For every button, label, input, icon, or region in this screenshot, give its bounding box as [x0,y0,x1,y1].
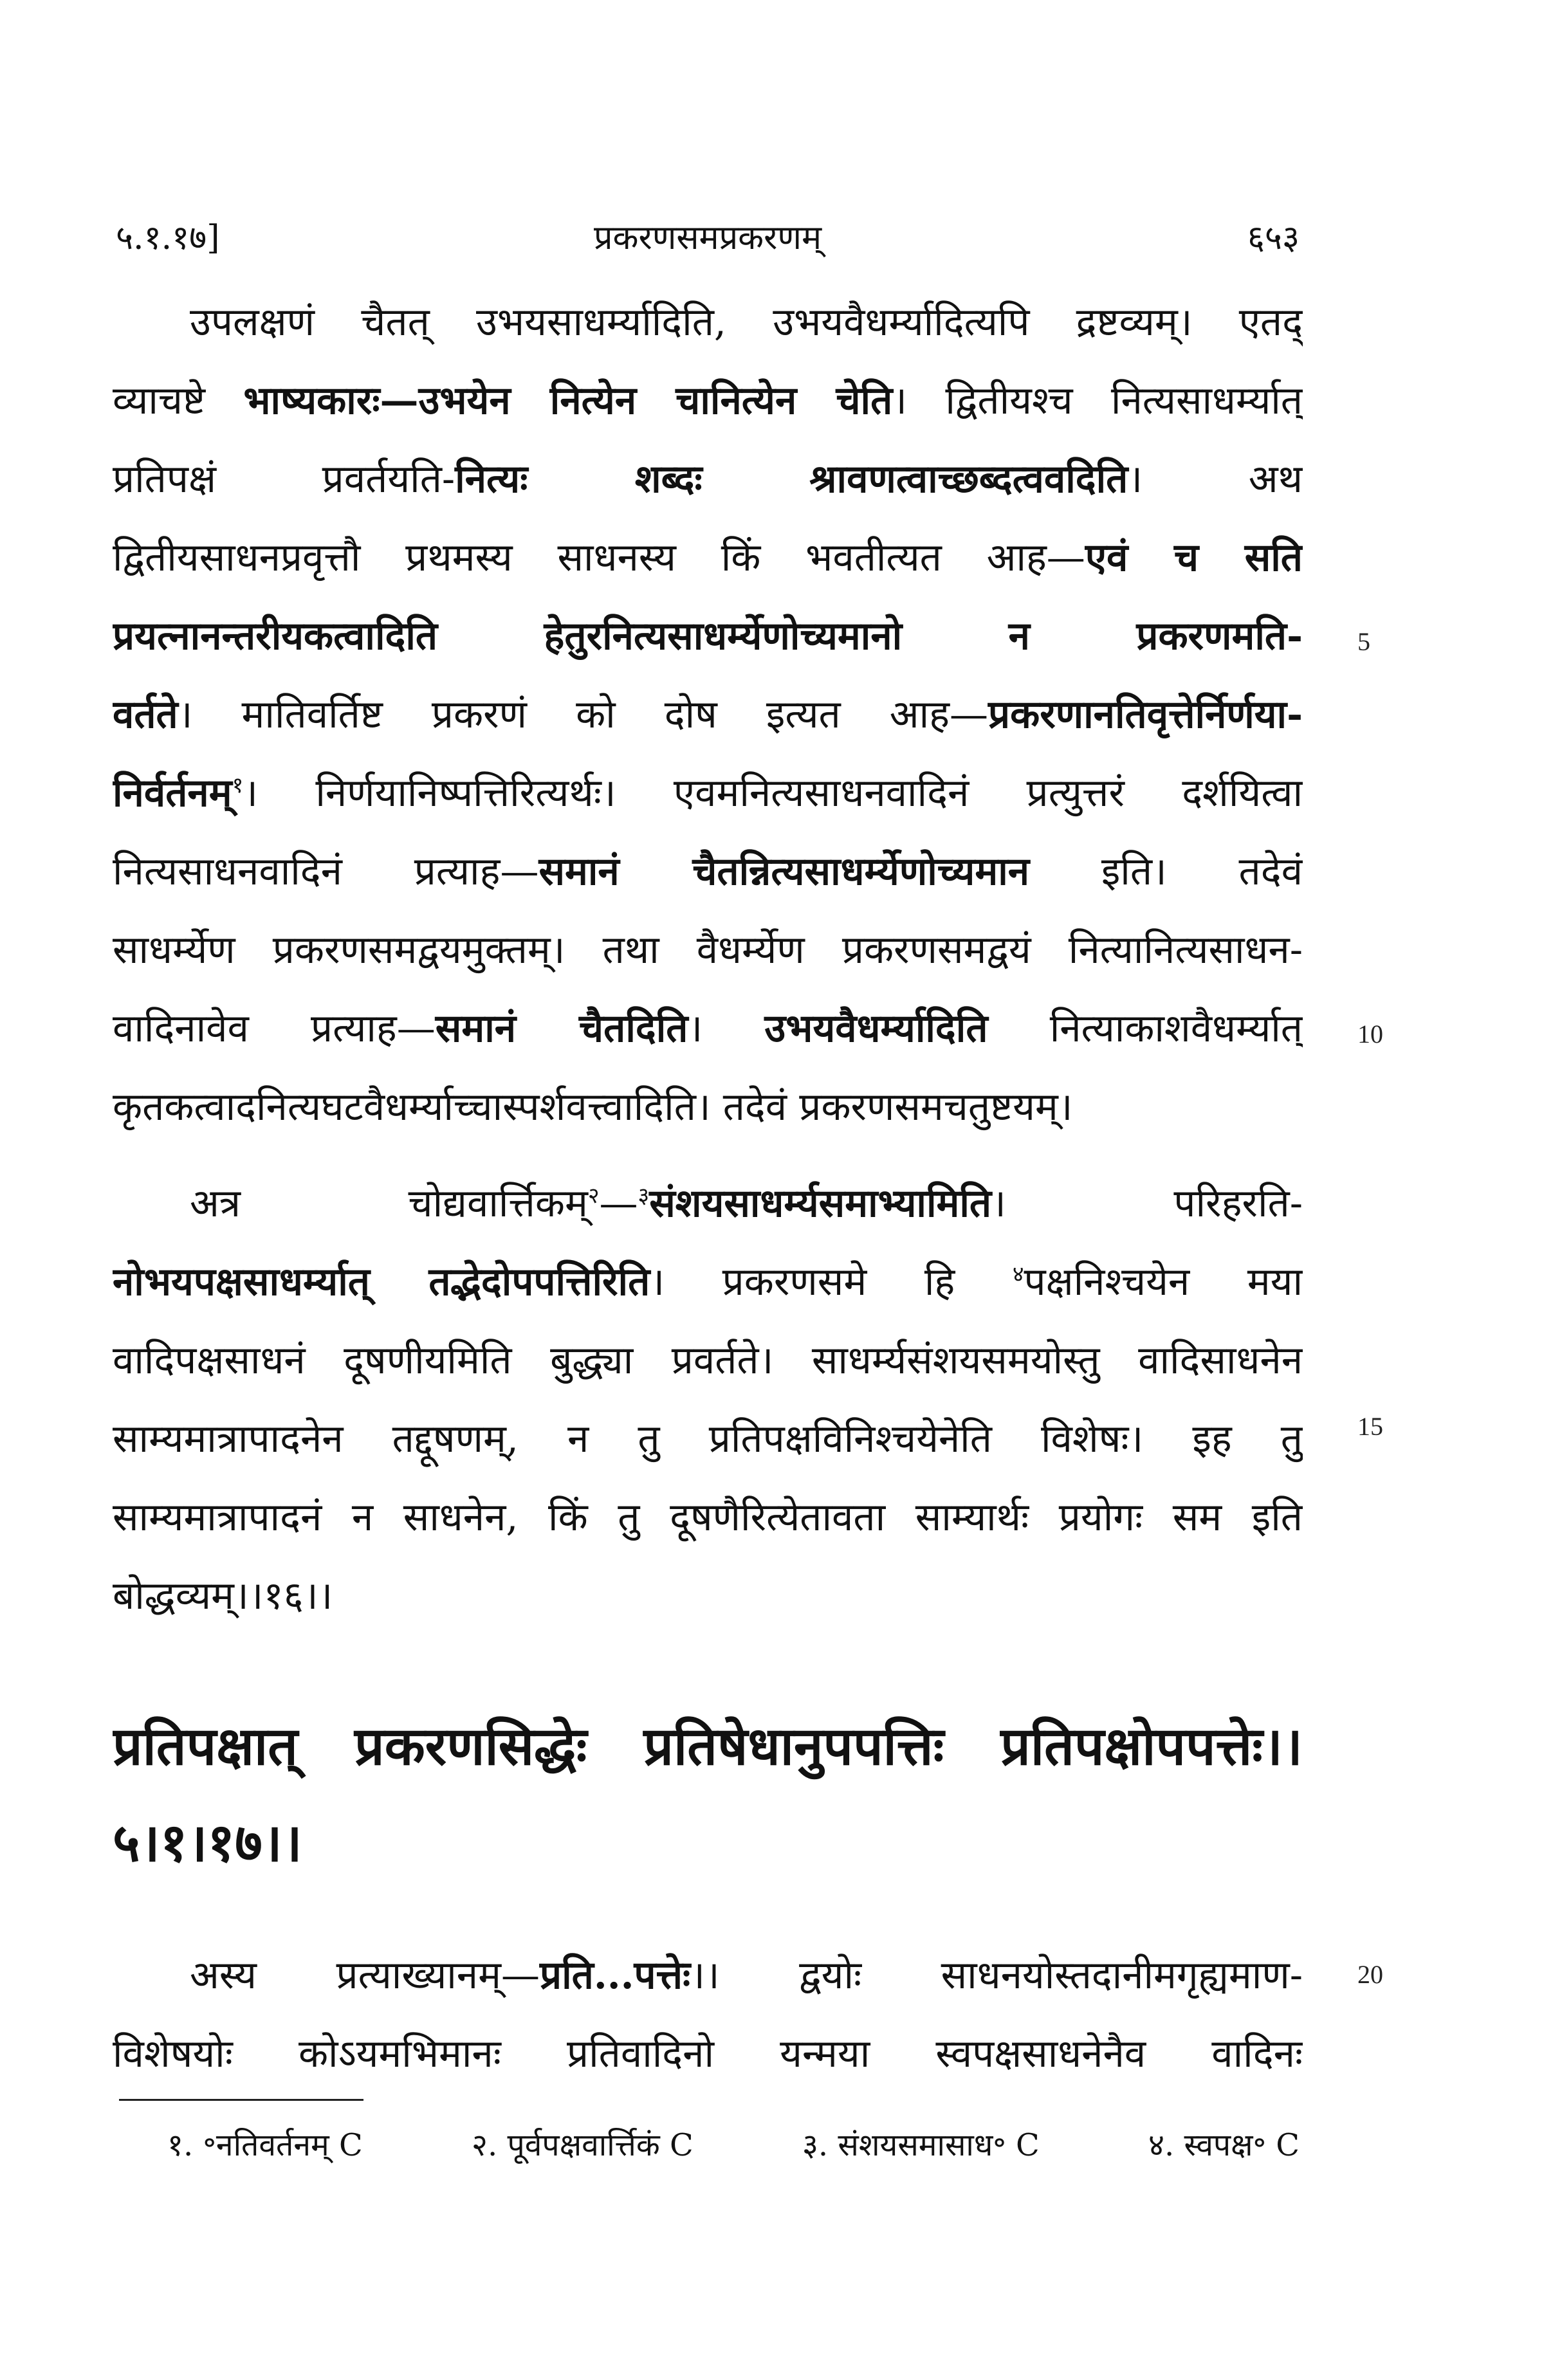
footnote-marker: ४ [1012,1261,1024,1287]
text-line: प्रतिपक्षं प्रवर्तयति-नित्यः शब्दः श्रावणत्वाच्छब्दत्ववदिति। अथ [113,457,1303,502]
footnote-2: २. पूर्वपक्षवार्त्तिकं C [472,2127,694,2163]
commentary-paragraph-2 [113,1164,1303,1635]
text-line: अस्य प्रत्याख्यानम्—प्रति...पत्तेः।। द्वयोः साधनयोस्तदानीमगृह्यमाण- [190,1953,1303,1998]
running-header [116,212,1300,264]
line-number: 10 [1357,1020,1383,1048]
footnotes [167,2119,1300,2171]
text-line: द्वितीयसाधनप्रवृत्तौ प्रथमस्य साधनस्य किं भवतीत्यत आह—एवं च सति [113,535,1303,580]
text-line: बोद्धव्यम्।।१६।। [113,1573,333,1618]
text-line: व्याचष्टे भाष्यकारः—उभयेन नित्येन चानित्येन चेति। द्वितीयश्च नित्यसाधर्म्यात् [113,378,1303,423]
footnote-3: ३. संशयसमासाध॰ C [802,2127,1040,2163]
footnote-divider [119,2099,363,2101]
text-line: नित्यसाधनवादिनं प्रत्याह—समानं चैतन्नित्यसाधर्म्येणोच्यमान इति। तदेवं [113,849,1303,894]
sutra-heading [113,1698,1303,1891]
text-line: वर्तते। मातिवर्तिष्ट प्रकरणं को दोष इत्यत आह—प्रकरणानतिवृत्तेर्निर्णया- [113,692,1303,737]
text-line: वादिनावेव प्रत्याह—समानं चैतदिति। उभयवैधर्म्यादिति नित्याकाशवैधर्म्यात् [113,1006,1303,1051]
footnote-marker: २ [587,1183,600,1209]
text-line: निर्वर्तनम्$^१$। निर्णयानिष्पत्तिरित्यर्थः। एवमनित्यसाधनवादिनं प्रत्युत्तरं दर्शयित्वा [113,771,1303,816]
line-number: 5 [1357,627,1370,656]
line-number: 20 [1357,1960,1383,1989]
sutra-number: ५।१।१७।। [113,1812,302,1874]
footnote-1: १. ॰नतिवर्तनम् C [167,2127,363,2163]
text-line: अत्र चोद्यवार्त्तिकम्$^२$—$^३$संशयसाधर्म्यसमाभ्यामिति। परिहरति- [190,1181,1303,1226]
commentary-paragraph-3 [113,1936,1303,2093]
text-line: नोभयपक्षसाधर्म्यात् तद्भेदोपपत्तिरिति। प्रकरणसमे हि $^४$पक्षनिश्चयेन मया [113,1259,1303,1304]
commentary-paragraph-1 [113,283,1303,1146]
header-page-number: ६५३ [1247,219,1300,257]
line-number: 15 [1357,1412,1383,1441]
text-line: साम्यमात्रापादनेन तद्दूषणम्, न तु प्रतिपक्षविनिश्चयेनेति विशेषः। इह तु [113,1416,1303,1461]
text-line: कृतकत्वादनित्यघटवैधर्म्याच्चास्पर्शवत्त्वादिति। तदेवं प्रकरणसमचतुष्टयम्। [113,1085,1073,1130]
text-line: वादिपक्षसाधनं दूषणीयमिति बुद्ध्या प्रवर्तते। साधर्म्यसंशयसमयोस्तु वादिसाधनेन [113,1338,1303,1383]
text-line: साम्यमात्रापादनं न साधनेन, किं तु दूषणैरित्येतावता साम्यार्थः प्रयोगः सम इति [113,1495,1303,1540]
footnote-marker: १ [232,773,244,798]
footnote-marker: ३ [638,1183,650,1209]
sutra-text: प्रतिपक्षात् प्रकरणसिद्धेः प्रतिषेधानुपपत्तिः प्रतिपक्षोपपत्तेः।। [113,1716,1303,1777]
text-line: उपलक्षणं चैतत् उभयसाधर्म्यादिति, उभयवैधर्म्यादित्यपि द्रष्टव्यम्। एतद् [190,300,1303,345]
header-section-number: ५.१.१७] [116,219,220,257]
text-line: प्रयत्नानन्तरीयकत्वादिति हेतुरनित्यसाधर्म्येणोच्यमानो न प्रकरणमति- [113,614,1303,659]
footnote-4: ४. स्वपक्ष॰ C [1148,2127,1300,2163]
header-title: प्रकरणसमप्रकरणम् [593,219,822,257]
text-line: विशेषयोः कोऽयमभिमानः प्रतिवादिनो यन्मया स्वपक्षसाधनेनैव वादिनः [113,2031,1303,2076]
text-line: साधर्म्येण प्रकरणसमद्वयमुक्तम्। तथा वैधर्म्येण प्रकरणसमद्वयं नित्यानित्यसाधन- [113,928,1303,973]
